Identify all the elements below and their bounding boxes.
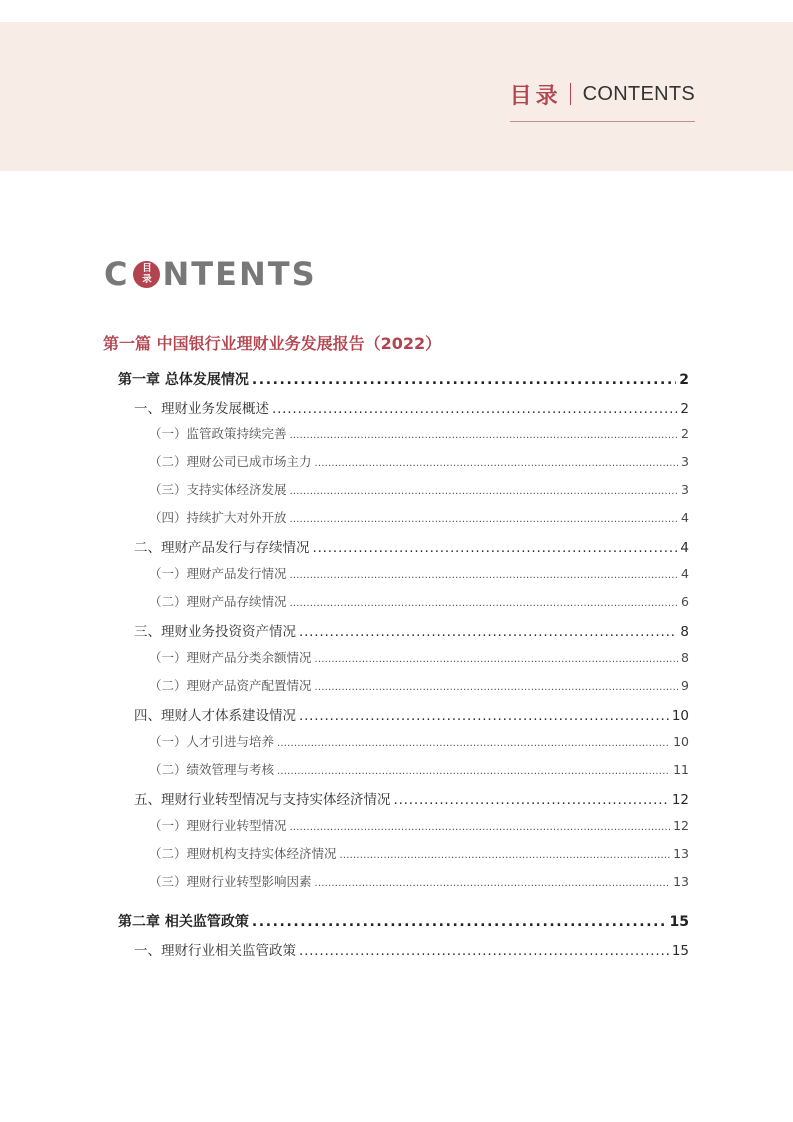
toc-entry-leader (272, 401, 677, 417)
toc-entry[interactable] (149, 676, 689, 694)
toc-entry[interactable] (149, 816, 689, 834)
toc-entry-page: 15 (669, 914, 689, 930)
toc-entry-page: 4 (681, 566, 689, 581)
toc-entry-leader (252, 914, 667, 930)
toc-entry-leader (315, 654, 679, 665)
toc-entry[interactable] (149, 760, 689, 778)
logo-badge-bottom: 录 (142, 274, 152, 285)
toc-entry-leader (315, 458, 679, 469)
toc-entry-page: 13 (673, 874, 689, 889)
toc-entry-page: 15 (671, 943, 689, 959)
toc-entry-leader (290, 822, 671, 833)
toc-entry-label: （一）监管政策持续完善 (149, 426, 287, 441)
toc-entry-leader (315, 682, 679, 693)
toc-entry[interactable] (149, 480, 689, 498)
toc-entry-page: 2 (679, 372, 689, 388)
toc-entry-page: 8 (680, 624, 689, 640)
toc-entry-page: 2 (681, 426, 689, 441)
toc-entry[interactable] (149, 732, 689, 750)
toc-entry-leader (340, 850, 671, 861)
toc-entry[interactable] (134, 788, 689, 808)
toc-entry-leader (290, 570, 679, 581)
toc-entry-leader (290, 514, 679, 525)
toc-entry[interactable] (134, 397, 689, 417)
toc-entry-leader (290, 598, 679, 609)
toc-entry-label: （三）支持实体经济发展 (149, 482, 287, 497)
toc-entry-leader (299, 943, 669, 959)
toc-entry[interactable] (149, 592, 689, 610)
contents-logo (104, 254, 317, 294)
header-title-cn: 目录 (509, 83, 562, 109)
toc-entry-page: 3 (681, 482, 689, 497)
toc-entry-label: （二）理财产品存续情况 (149, 594, 287, 609)
toc-entry-label: （一）理财行业转型情况 (149, 818, 287, 833)
toc-entry-page: 8 (681, 650, 689, 665)
toc-entry-leader (394, 792, 669, 808)
header-title (510, 69, 695, 122)
toc-entry[interactable] (149, 872, 689, 890)
toc-entry-leader (313, 540, 678, 556)
toc-entry-label: （四）持续扩大对外开放 (149, 510, 287, 525)
toc-entry-label: 第二章 相关监管政策 (118, 914, 249, 930)
toc-entry-label: （三）理财行业转型影响因素 (149, 874, 312, 889)
toc-entry-page: 11 (673, 762, 689, 777)
toc-entry[interactable] (134, 620, 689, 640)
toc-entry[interactable] (149, 648, 689, 666)
toc-entry-label: 二、理财产品发行与存续情况 (134, 540, 310, 556)
toc-entry-page: 10 (673, 734, 689, 749)
toc-entry-page: 12 (673, 818, 689, 833)
toc-entry-page: 6 (681, 594, 689, 609)
logo-badge (133, 261, 160, 288)
toc-entry-leader (299, 624, 677, 640)
toc-entry-leader (315, 878, 671, 889)
toc-entry-page: 3 (681, 454, 689, 469)
toc-entry-leader (299, 708, 669, 724)
toc-entry-label: 三、理财业务投资资产情况 (134, 624, 296, 640)
toc-entry-label: （一）理财产品分类余额情况 (149, 650, 312, 665)
toc-entry-page: 4 (681, 510, 689, 525)
toc-entry-label: （一）理财产品发行情况 (149, 566, 287, 581)
toc-entry[interactable] (149, 844, 689, 862)
toc-entry-page: 4 (680, 540, 689, 556)
toc-entry[interactable] (134, 536, 689, 556)
logo-letters-ntents: NTENTS (162, 255, 317, 293)
toc-entry[interactable] (134, 704, 689, 724)
toc-entry-page: 12 (671, 792, 689, 808)
toc-entry-page: 2 (680, 401, 689, 417)
toc-entry-label: （二）理财机构支持实体经济情况 (149, 846, 337, 861)
toc-entry-page: 13 (673, 846, 689, 861)
toc-entry[interactable] (118, 369, 689, 389)
toc-entry-leader (290, 486, 679, 497)
toc-entry-label: 一、理财行业相关监管政策 (134, 943, 296, 959)
toc-entry-label: 一、理财业务发展概述 (134, 401, 269, 417)
toc-entry[interactable] (149, 508, 689, 526)
toc-entry[interactable] (134, 939, 689, 959)
toc-entry-label: （二）绩效管理与考核 (149, 762, 275, 777)
toc-entry[interactable] (118, 911, 689, 931)
toc-entry[interactable] (149, 452, 689, 470)
toc-entry[interactable] (149, 564, 689, 582)
toc-entry-label: 四、理财人才体系建设情况 (134, 708, 296, 724)
toc-entry-leader (290, 430, 679, 441)
toc-entry[interactable] (149, 424, 689, 442)
toc-entry-label: 第一章 总体发展情况 (118, 372, 249, 388)
header-separator (570, 83, 571, 105)
header-title-en: CONTENTS (582, 82, 695, 105)
toc-entry-label: （二）理财公司已成市场主力 (149, 454, 312, 469)
toc-entry-label: （二）理财产品资产配置情况 (149, 678, 312, 693)
toc-entry-page: 9 (681, 678, 689, 693)
logo-badge-top: 目 (142, 263, 152, 274)
logo-letter-c: C (104, 255, 130, 293)
toc-entry-label: （一）人才引进与培养 (149, 734, 275, 749)
part-title: 第一篇 中国银行业理财业务发展报告（2022） (103, 334, 442, 353)
toc-entry-label: 五、理财行业转型情况与支持实体经济情况 (134, 792, 391, 808)
toc-entry-leader (277, 766, 670, 777)
toc-entry-page: 10 (671, 708, 689, 724)
toc-entry-leader (277, 738, 670, 749)
toc-entry-leader (252, 372, 676, 388)
